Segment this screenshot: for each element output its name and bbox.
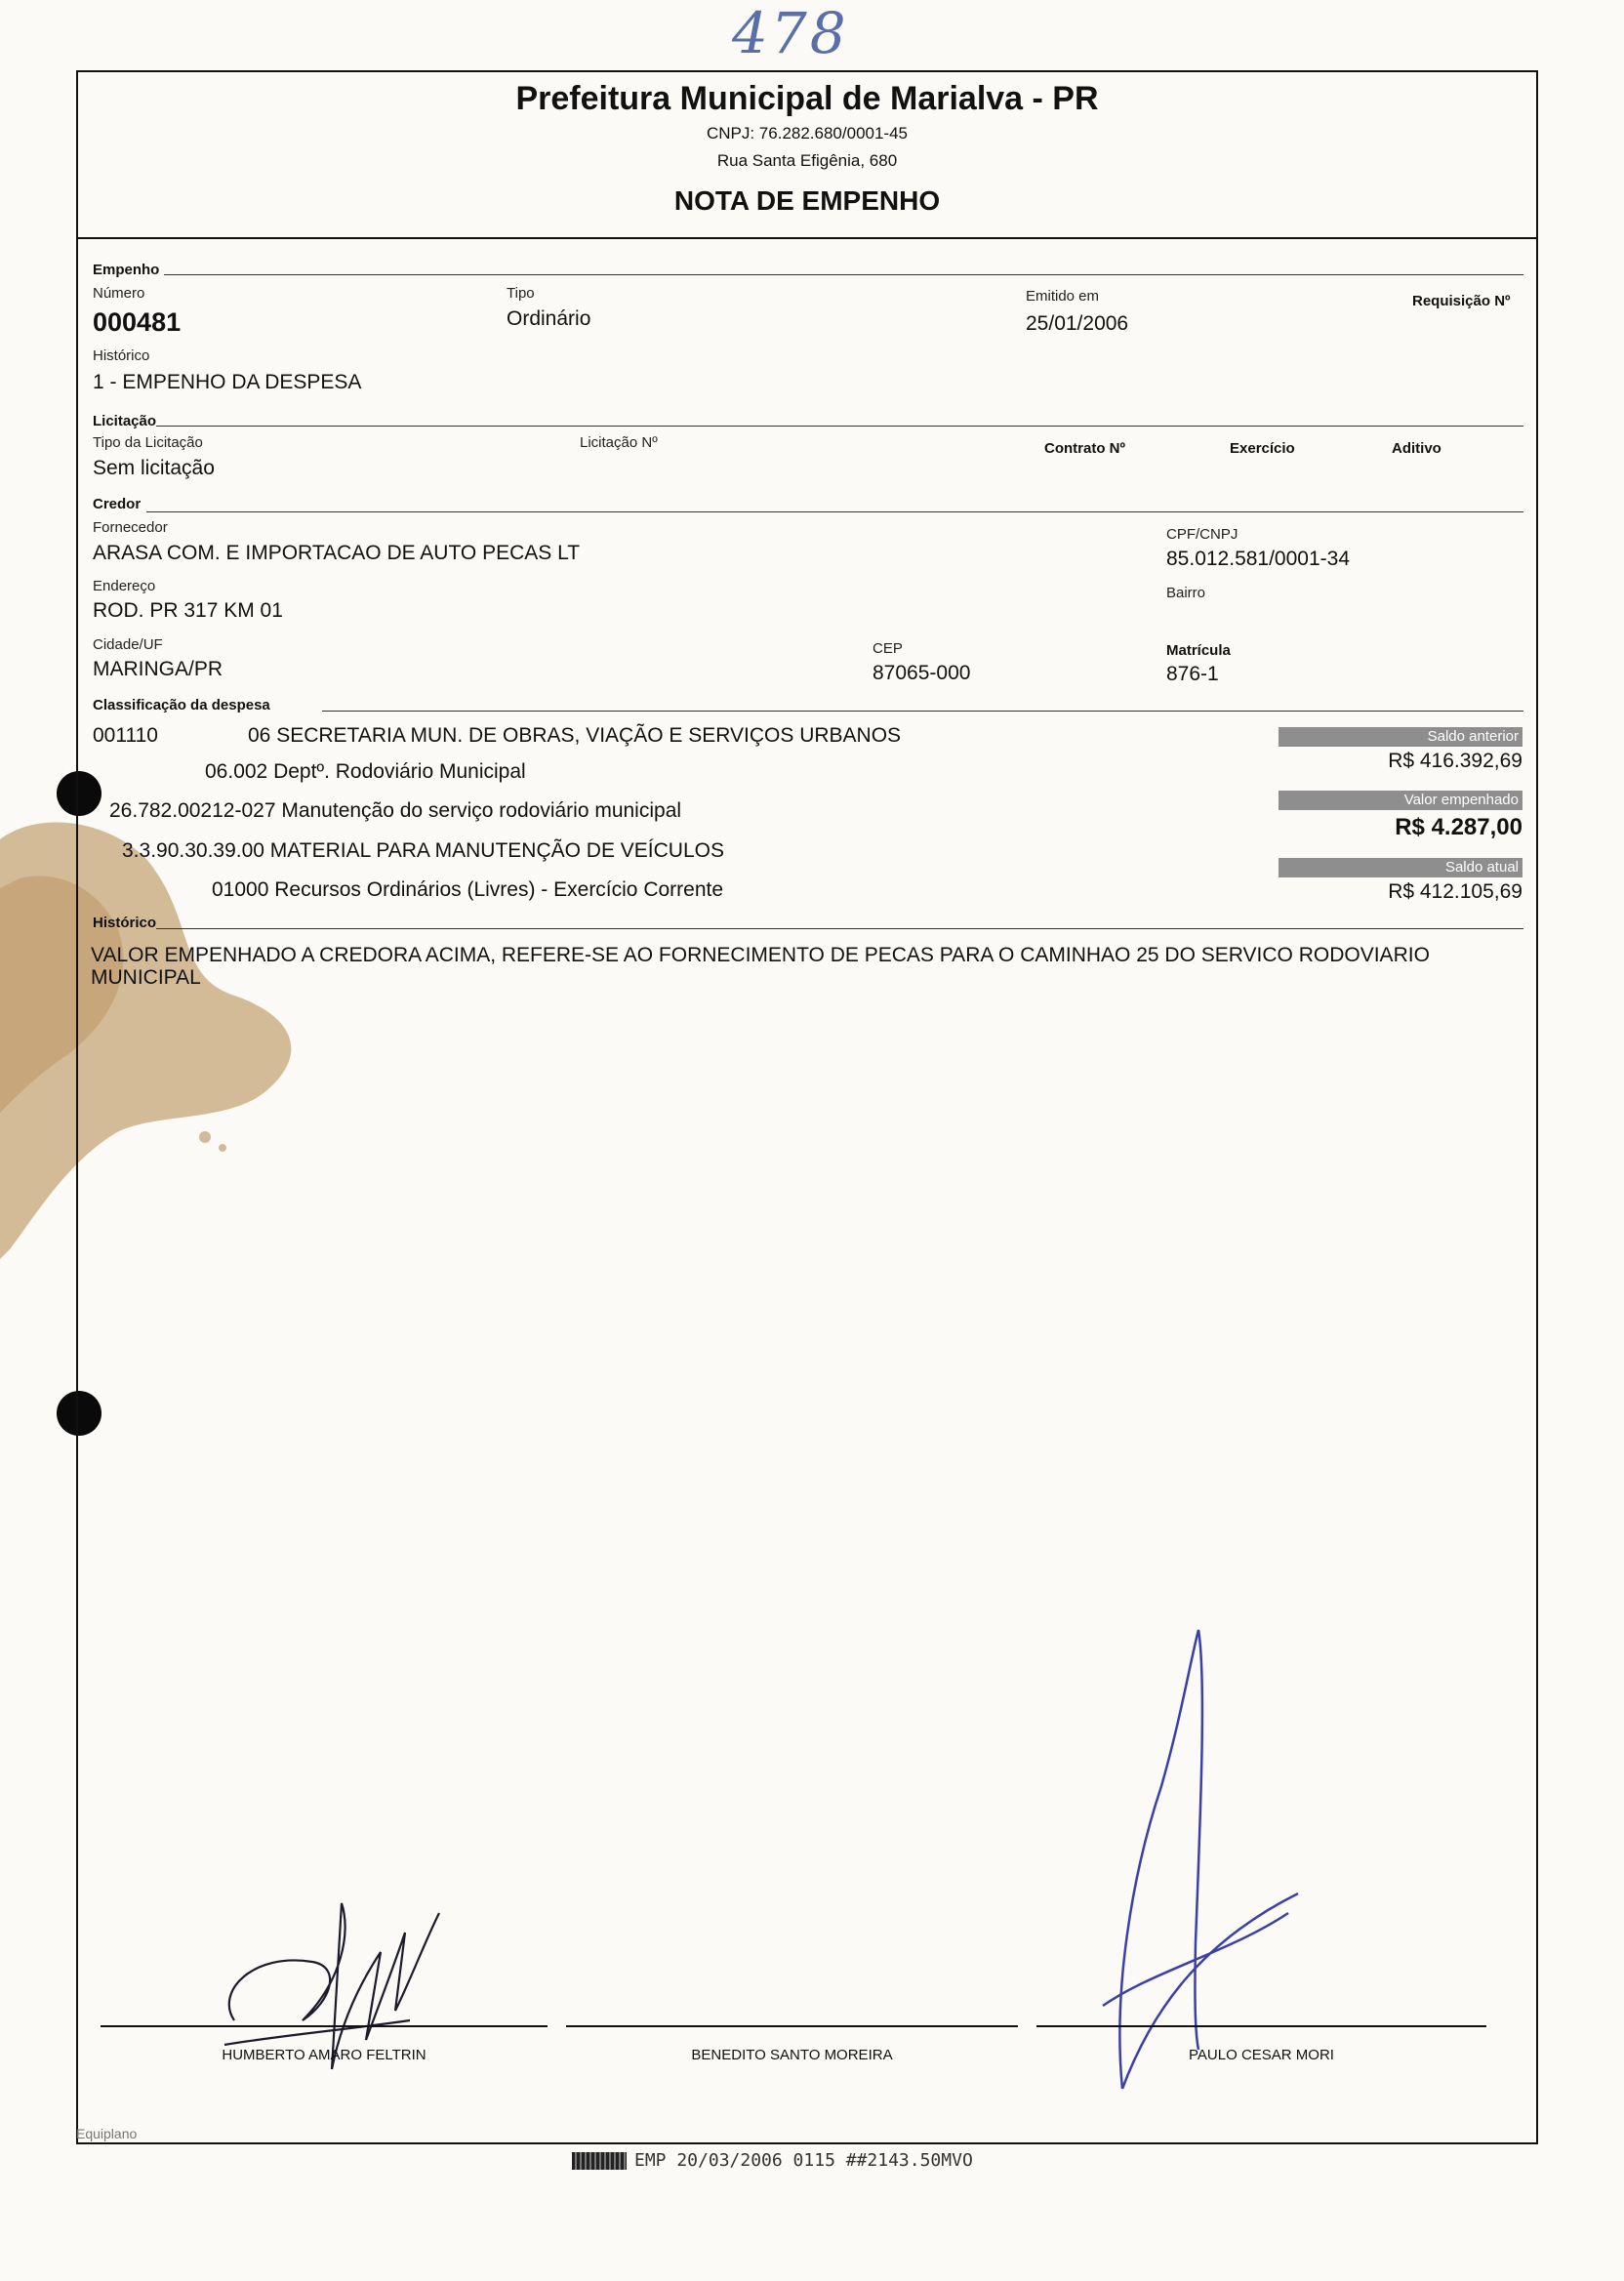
classificacao-unidade: 06.002 Deptº. Rodoviário Municipal [205,760,526,783]
endereco-value: ROD. PR 317 KM 01 [93,599,283,622]
numero-value: 000481 [93,307,182,337]
classificacao-orgao: 06 SECRETARIA MUN. DE OBRAS, VIAÇÃO E SERVIÇOS URBANOS [248,724,902,747]
header-cnpj: CNPJ: 76.282.680/0001-45 [706,124,909,143]
section-credor: Credor [93,496,142,512]
historico-line-1: VALOR EMPENHADO A CREDORA ACIMA, REFERE-SE AO FORNECIMENTO DE PECAS PARA O CAMINHAO 25 DO SERVICO RODOVIARIO [91,944,1430,966]
classificacao-elemento: 3.3.90.30.39.00 MATERIAL PARA MANUTENÇÃO DE VEÍCULOS [122,839,724,862]
cep-value: 87065-000 [873,662,971,684]
cpf-cnpj-value: 85.012.581/0001-34 [1166,548,1351,570]
section-classificacao-rule [322,711,1523,712]
header-separator [76,237,1538,239]
section-licitacao-rule [156,426,1523,427]
historico-empenho-label: Histórico [93,347,150,364]
bairro-label: Bairro [1166,585,1206,601]
valor-empenhado-label: Valor empenhado [1279,791,1522,810]
saldo-atual-label: Saldo atual [1279,858,1522,877]
signature-line-2 [566,2025,1018,2027]
requisicao-label: Requisição Nº [1412,293,1511,309]
fornecedor-value: ARASA COM. E IMPORTACAO DE AUTO PECAS LT [93,542,581,564]
section-licitacao: Licitação [93,413,157,429]
cep-label: CEP [873,640,903,657]
matricula-label: Matrícula [1166,642,1231,659]
tipo-value: Ordinário [507,307,591,330]
tipo-licitacao-label: Tipo da Licitação [93,434,203,451]
saldo-anterior-label: Saldo anterior [1279,727,1522,747]
cidade-value: MARINGA/PR [93,658,223,680]
cpf-cnpj-label: CPF/CNPJ [1166,526,1238,543]
cidade-label: Cidade/UF [93,636,163,653]
tipo-label: Tipo [507,285,535,302]
section-empenho: Empenho [93,262,160,278]
page-title: Prefeitura Municipal de Marialva - PR [515,80,1099,117]
saldo-atual-value: R$ 412.105,69 [1388,880,1522,903]
software-label: Equiplano [76,2126,138,2141]
historico-empenho-value: 1 - EMPENHO DA DESPESA [93,371,362,393]
fornecedor-label: Fornecedor [93,519,168,536]
signature-1-scribble [195,1874,468,2098]
signature-name-1: HUMBERTO AMARO FELTRIN [222,2047,426,2063]
numero-label: Número [93,285,145,302]
aditivo-label: Aditivo [1392,440,1441,457]
contrato-label: Contrato Nº [1044,440,1125,457]
classificacao-code: 001110 [93,724,158,747]
section-classificacao: Classificação da despesa [93,697,270,713]
signature-name-3: PAULO CESAR MORI [1189,2047,1334,2063]
handwritten-page-number: 478 [732,0,849,66]
endereco-label: Endereço [93,578,156,594]
stamp-icon [572,2152,627,2170]
tipo-licitacao-value: Sem licitação [93,457,215,479]
historico-line-2: MUNICIPAL [91,966,201,989]
matricula-value: 876-1 [1166,663,1219,685]
section-credor-rule [146,511,1523,512]
saldo-anterior-value: R$ 416.392,69 [1388,750,1522,772]
licitacao-numero-label: Licitação Nº [580,434,658,451]
document-title: NOTA DE EMPENHO [673,185,941,216]
signature-name-2: BENEDITO SANTO MOREIRA [691,2047,893,2063]
emitido-label: Emitido em [1026,288,1100,305]
emitido-value: 25/01/2006 [1026,312,1129,335]
header-address: Rua Santa Efigênia, 680 [716,151,898,170]
signature-3-scribble [1093,1620,1327,2108]
section-empenho-rule [164,274,1523,275]
classificacao-recurso: 01000 Recursos Ordinários (Livres) - Exercício Corrente [212,878,724,901]
signature-line-1 [101,2025,548,2027]
valor-empenhado-value: R$ 4.287,00 [1395,814,1522,840]
signature-line-3 [1036,2025,1486,2027]
print-stamp: EMP 20/03/2006 0115 ##2143.50MVO [634,2150,973,2171]
section-historico: Histórico [93,915,157,931]
exercicio-label: Exercício [1230,440,1295,457]
classificacao-programa: 26.782.00212-027 Manutenção do serviço rodoviário municipal [109,799,682,822]
section-historico-rule [156,928,1523,929]
